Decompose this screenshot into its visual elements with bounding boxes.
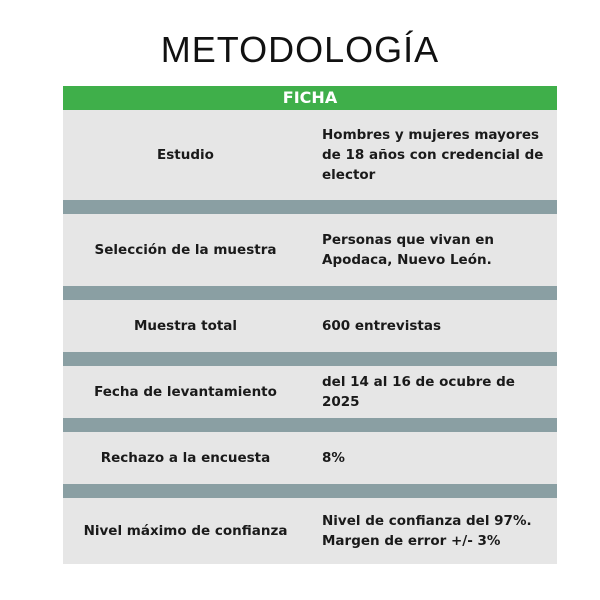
table-row: [63, 300, 557, 352]
ficha-table: [63, 86, 557, 564]
row-separator: [63, 352, 557, 366]
row-separator: [63, 484, 557, 498]
page-title: METODOLOGÍA: [160, 29, 440, 70]
value-line: Nivel de confianza del 97%.: [322, 513, 532, 529]
value-line: del 14 al 16 de ocubre de 2025: [322, 374, 515, 410]
table-row: [63, 432, 557, 484]
row-label-confianza: Nivel máximo de confianza: [83, 523, 288, 539]
value-line: Apodaca, Nuevo León.: [322, 252, 492, 268]
row-label-estudio: Estudio: [157, 147, 214, 163]
row-value-muestra-total: [308, 316, 557, 336]
row-value-confianza: [308, 511, 557, 551]
value-line: Margen de error +/- 3%: [322, 533, 501, 549]
row-label-seleccion: Selección de la muestra: [94, 242, 277, 258]
row-separator: [63, 286, 557, 300]
row-value-seleccion: [308, 230, 557, 270]
value-line: 8%: [322, 450, 345, 466]
table-row: [63, 110, 557, 200]
row-label-fecha: Fecha de levantamiento: [94, 384, 277, 400]
value-line: de 18 años con credencial de: [322, 147, 544, 163]
table-row: [63, 214, 557, 286]
value-line: 600 entrevistas: [322, 318, 441, 334]
row-label-rechazo: Rechazo a la encuesta: [100, 450, 271, 466]
row-separator: [63, 200, 557, 214]
table-header: FICHA: [63, 86, 557, 110]
value-line: Hombres y mujeres mayores: [322, 127, 540, 143]
row-value-fecha: [308, 372, 557, 412]
value-line: Personas que vivan en: [322, 232, 495, 248]
row-separator: [63, 418, 557, 432]
value-line: elector: [322, 167, 376, 183]
table-row: [63, 366, 557, 418]
row-value-rechazo: [308, 448, 557, 468]
row-label-muestra-total: Muestra total: [133, 318, 238, 334]
row-value-estudio: [308, 125, 557, 185]
table-row: [63, 498, 557, 564]
